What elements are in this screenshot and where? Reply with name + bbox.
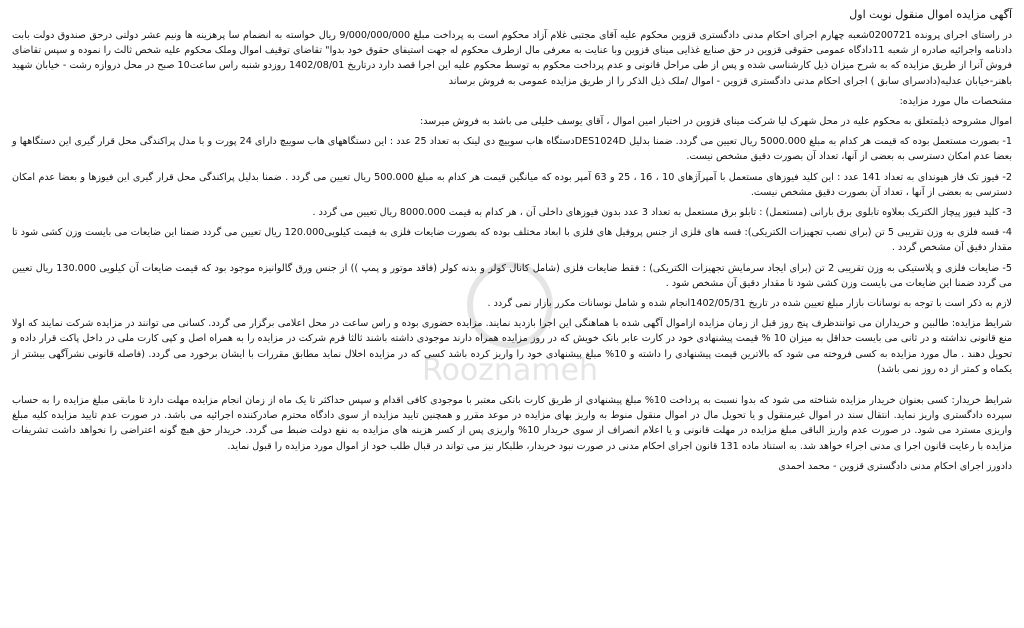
market-note: لازم به ذکر است با توجه به نوسانات بازار مبلغ تعیین شده در تاریخ 1402/05/31انجام شده و شامل نوسانات مکرر بازار نمی گردد . <box>487 298 1012 310</box>
watermark-text: Rooznameh <box>421 353 599 388</box>
buyer-conditions: شرایط خریدار: کسی بعنوان خریدار مزایده شناخته می شود که بدوا نسبت به پرداخت 10% مبلغ پیشنهادی از طریق کارت بانکی معتبر با موجودی کافی اقدام و سپس حداکثر تا یک ماه از زمان انجام مزایده مهلت دارد تا مابقی مبلغ مزایده را به حساب سپرده دادگستری واریز نماید. انتقال سند در اموال غیرمنقول و یا تحویل مال در اموال منقول منوط به واریز بهای مزایده در موعد مقرر و همچنین تایید مزایده از سوی دادگاه محترم صادرکننده اجرائیه می باشد. در صورت عدم تایید مزایده کلیه مبلغ واریزی مسترد می شود. در صورت عدم واریز الباقی مبلغ مزایده در مهلت قانونی و یا اعلام انصراف از سوی خریدار 10% واریزی پس از کسر هزینه های مزایده به نفع دولت ضبط می گردد. خریدار حق هیچ گونه اعتراضی را نخواهد داشت تشریفات مزایده با رعایت قانون اجرا ی مدنی اجراء خواهد شد. به استناد ماده 131 قانون اجرای احکام مدنی در صورت نبود خریدار، طلبکار نیز می تواند در قبال طلب خود از اموال مورد مزایده را قبول نماید. <box>12 395 1012 452</box>
item-5: 5- ضایعات فلزی و پلاستیکی به وزن تقریبی 2 تن (برای ایجاد سرمایش تجهیزات الکتریکی) : فقط ضایعات فلزی (شامل کانال کولر و بدنه کولر (فاقد موتور و پمپ )) از جنس ورق گالوانیزه موجود بود که قیمت ضایعات آن کیلویی 130.000 ریال تعیین می گردد ضمنا این ضایعات می بایست وزن کشی شود تا مقدار دقیق آن مشخص شود . <box>12 262 1013 289</box>
notice-title: آگهی مزایده اموال منقول نوبت اول <box>849 8 1012 21</box>
auction-conditions: شرایط مزایده: طالبین و خریداران می توانندظرف پنج روز قبل از زمان مزایده ازاموال آگهی شده با هماهنگی این اجرا بازدید نمایند. مزایده حضوری بوده و راس ساعت در محل اعلامی برگزار می گردد. کسانی می توانند در مزایده شرکت نمایند که اولا منع قانونی نداشته و در ثانی می بایست حداقل به میزان 10 % قیمت پیشنهادی خود در کارت عابر بانک خویش که در روز مزایده همراه دارند موجودی داشته باشند ثالثا فرم شرکت در مزایده را به همراه اصل و کپی کارت ملی در داخل پاکت قرار داده و تحویل دهند . مال مورد مزایده به کسی فروخته می شود که بالاترین قیمت پیشنهادی را داشته و 10% مبلغ پیشنهادی خود را واریز کرده باشد کسی که در مزایده اخلال نماید مطابق مقررات با ایشان برخورد می گردد. (فاصله قانونی نشرآگهی بیشتر از یکماه و کمتر از ده روز نمی باشد) <box>12 318 1012 375</box>
item-4: 4- قسه فلزی به وزن تقریبی 5 تن (برای نصب تجهیزات الکتریکی): قسه های فلزی از جنس پروفیل های فلزی با ابعاد مختلف بوده که بصورت ضایعات فلزی به قیمت کیلویی120.000 ریال تعیین می گردد ضمنا این ضایعات می بایست وزن کشی شود تا مقدار دقیق آن مشخص گردد . <box>12 227 1013 254</box>
specs-intro: اموال مشروحه ذیلمتعلق به محکوم علیه در محل شهرک لیا شرکت مینای قزوین در اختیار امین اموال ، آقای یوسف خلیلی می باشد به فروش میرسد: <box>420 116 1012 128</box>
item-3: 3- کلید فیوز پیچاز الکتریک بعلاوه تابلوی برق بارانی (مستعمل) : تابلو برق مستعمل به تعداد 3 عدد بدون فیوزهای داخلی آن ، هر کدام به قیمت 8000.000 ریال تعیین می گردد . <box>312 207 1012 219</box>
item-1: 1- بصورت مستعمل بوده که قیمت هر کدام به مبلغ 5000.000 ریال تعیین می گردد. ضمنا بدلیل DES1024Dدستگاه هاب سوییچ دی لینک به تعداد 25 عدد : این دستگاههای هاب سوییچ دارای 24 پورت و با مدل پراکندگی محل قرار گیری این دستگاهها و بعضا عدم امکان دسترسی به بعضی از آنها، تعداد آن بصورت دقیق مشخص نیست. <box>12 136 1013 163</box>
signature-line: دادورز اجرای احکام مدنی دادگستری قزوین - محمد احمدی <box>778 460 1012 472</box>
item-2: 2- فیوز تک فاز هیوندای به تعداد 141 عدد : این کلید فیوزهای مستعمل با آمپرآژهای 10 ، 16 ، 25 و 63 آمپر بوده که میانگین قیمت هر کدام به مبلغ 500.000 ریال تعیین می گردد . ضمنا بدلیل پراکندگی محل قرار گیری این فیوزها و بعضا عدم امکان دسترسی به بعضی از آنها ، تعداد آن بصورت دقیق مشخص نیست. <box>12 171 1012 198</box>
intro-paragraph: در راستای اجرای پرونده 0200721شعبه چهارم اجرای احکام مدنی دادگستری قزوین محکوم علیه آقای مجتبی غلام آزاد محکوم است به پرداخت مبلغ 9/000/000/000 ریال خواسته به انضمام سا پرهزینه ها ونیم عشر دولتی درحق صندوق دولت بابت دادنامه واجرائیه صادره از شعبه 11دادگاه عمومی حقوقی قزوین در حق صنایع غذایی مینای قزوین وبا عنایت به معرفی مال ازطرف محکوم له جهت استیفای حقوق خود بدوا" تقاضای توقیف اموال وملک محکوم علیه شخص ثالث را نموده و سپس تقاضای فروش آنرا از طریق مزایده که به شرح میزان ذیل کارشناسی شده و پس از طی مراحل قانونی و عدم پرداخت محکوم به توسط محکوم علیه این اجرا قصد دارد درتاریخ 1402/08/01 روزدو شنبه راس ساعت10 صبح در محل دروازه رشت - خیابان شهید باهنر-خیابان عدلیه(دادسرای سابق ) اجرای احکام مدنی دادگستری قزوین - اموال /ملک ذیل الذکر را از طریق مزایده عمومی به فروش برساند <box>12 30 1013 87</box>
specs-heading: مشخصات مال مورد مزایده: <box>899 95 1012 107</box>
